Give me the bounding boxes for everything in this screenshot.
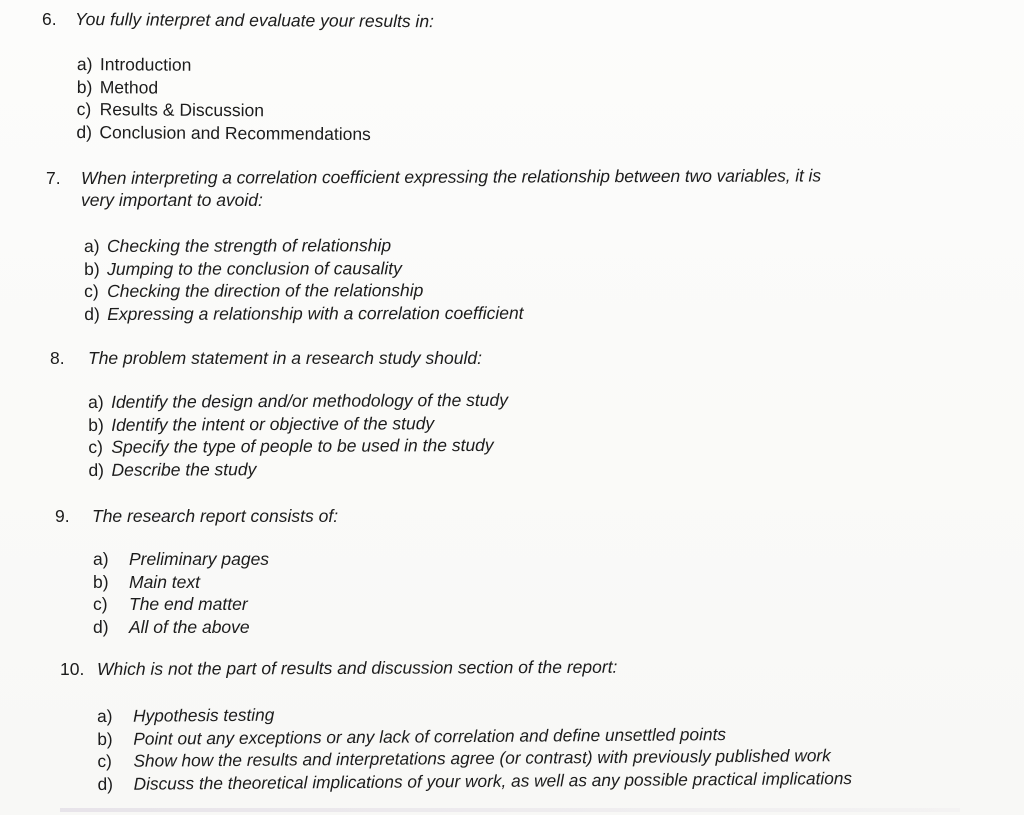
option-letter: a): [97, 705, 113, 726]
option-c: [93, 593, 269, 616]
option-d: [88, 456, 508, 481]
option-text: Point out any exceptions or any lack of correlation and define unsettled points: [133, 723, 727, 749]
option-c: [88, 434, 508, 459]
option-letter: a): [84, 235, 100, 256]
option-c: [84, 279, 523, 303]
question-6-options: [76, 53, 371, 145]
question-stem-line-2: very important to avoid:: [81, 190, 263, 210]
option-text: All of the above: [129, 616, 250, 637]
question-stem: The research report consists of:: [92, 506, 339, 526]
option-letter: d): [88, 459, 105, 480]
question-6: [42, 8, 942, 30]
option-text: Identify the intent or objective of the study: [111, 412, 435, 435]
option-a: [93, 548, 269, 571]
option-d: [76, 120, 371, 145]
question-7-options: [84, 234, 524, 325]
option-letter: d): [84, 303, 100, 324]
option-letter: b): [84, 258, 100, 279]
question-stem-line-1: When interpreting a correlation coefficient expressing the relationship between two variables, it is: [80, 165, 822, 188]
option-text: Method: [99, 76, 159, 98]
option-text: Specify the type of people to be used in the study: [111, 434, 494, 457]
option-letter: b): [76, 76, 93, 97]
option-text: Conclusion and Recommendations: [99, 121, 371, 144]
option-a: [88, 389, 508, 414]
option-c: [77, 98, 372, 123]
option-d: [84, 301, 523, 325]
question-10: [60, 658, 860, 680]
page-edge-shadow: [60, 808, 960, 812]
option-a: [84, 234, 523, 258]
option-b: [93, 571, 269, 594]
option-letter: a): [88, 391, 104, 412]
option-letter: d): [76, 121, 93, 142]
option-letter: c): [76, 98, 92, 120]
option-text: Expressing a relationship with a correlation coefficient: [107, 302, 524, 324]
question-9-options: [93, 548, 269, 638]
option-letter: b): [88, 414, 104, 435]
option-text: Results & Discussion: [99, 99, 265, 121]
option-text: Discuss the theoretical implications of your work, as well as any possible practical implications: [133, 767, 853, 794]
option-d: [93, 616, 269, 639]
option-text: Main text: [129, 571, 200, 592]
option-letter: c): [84, 280, 99, 301]
option-letter: c): [97, 750, 112, 771]
option-b: [77, 75, 372, 100]
question-7: [46, 167, 946, 211]
option-text: Show how the results and interpretations agree (or contrast) with previously published work: [133, 745, 831, 771]
option-letter: d): [97, 773, 114, 794]
question-stem: You fully interpret and evaluate your results in:: [74, 9, 435, 32]
option-text: Introduction: [99, 54, 192, 75]
question-number: 10.: [60, 659, 85, 679]
question-stem: The problem statement in a research study should:: [88, 348, 482, 368]
option-b: [84, 256, 523, 280]
option-text: Checking the direction of the relationship: [107, 280, 424, 301]
option-letter: c): [93, 594, 108, 614]
question-8-options: [88, 389, 508, 481]
option-text: Hypothesis testing: [133, 704, 275, 726]
option-text: Checking the strength of relationship: [107, 235, 392, 256]
question-number: 9.: [55, 506, 70, 526]
question-stem: Which is not the part of results and discussion section of the report:: [96, 656, 618, 679]
question-number: 8.: [50, 348, 65, 368]
option-letter: a): [76, 53, 93, 75]
option-text: Jumping to the conclusion of causality: [107, 257, 402, 279]
question-8: [50, 347, 850, 369]
question-10-options: [97, 699, 852, 795]
option-letter: c): [88, 436, 103, 457]
question-9: [55, 505, 855, 527]
option-a: [77, 53, 372, 78]
option-letter: b): [97, 728, 113, 749]
option-text: Identify the design and/or methodology of the study: [111, 389, 509, 412]
question-number: 6.: [42, 9, 57, 29]
option-letter: a): [93, 549, 109, 569]
question-number: 7.: [46, 168, 61, 188]
option-text: The end matter: [129, 594, 248, 614]
option-letter: d): [93, 616, 109, 637]
option-text: Preliminary pages: [129, 549, 270, 569]
option-b: [88, 411, 508, 436]
option-letter: b): [93, 571, 109, 592]
option-text: Describe the study: [111, 458, 257, 480]
